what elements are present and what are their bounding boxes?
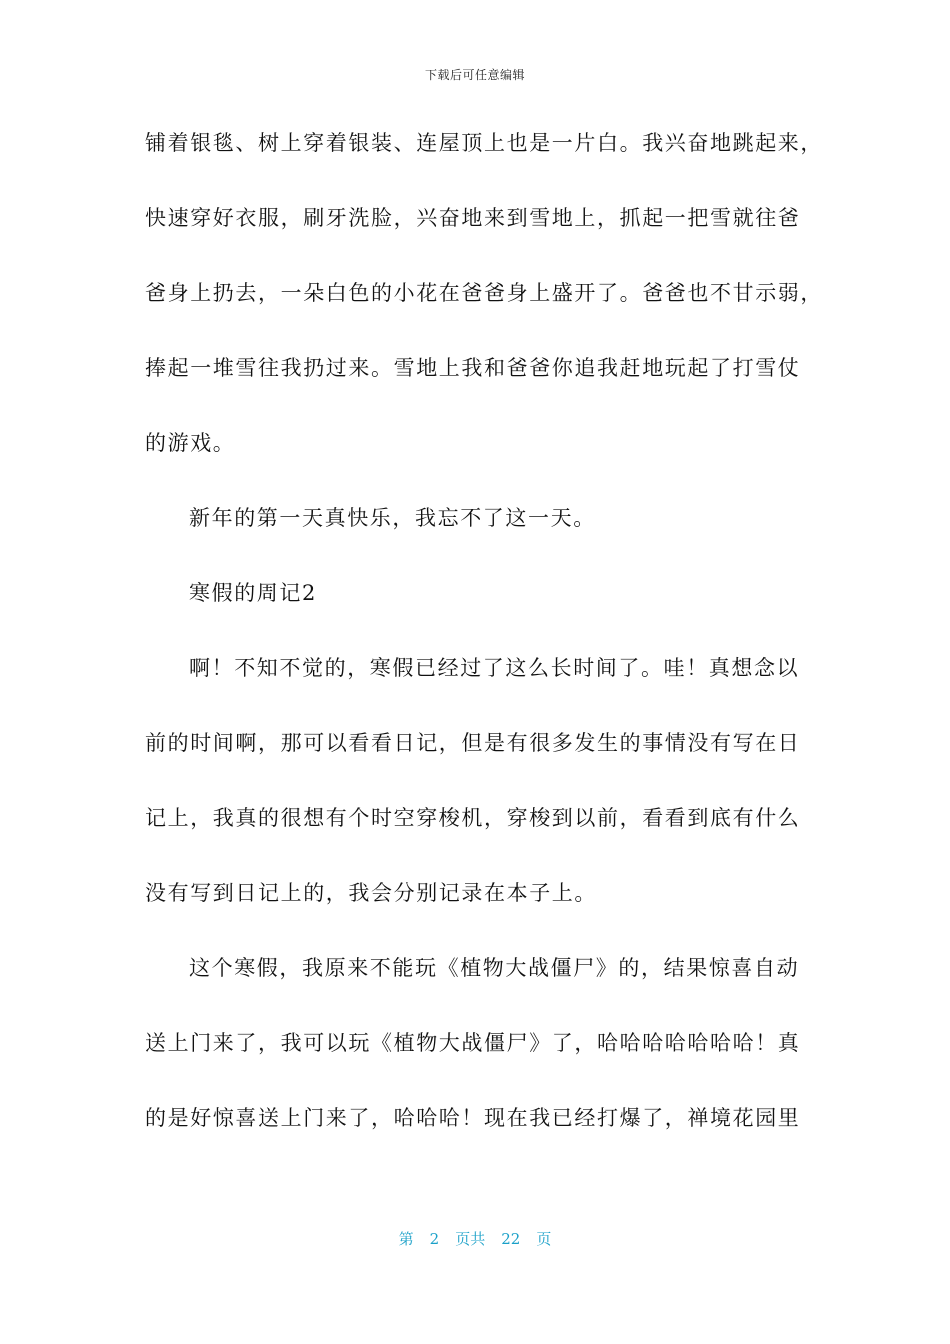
footer-middle: 页共 [455, 1230, 486, 1248]
text-line: 铺着银毯、树上穿着银装、连屋顶上也是一片白。我兴奋地跳起来， [145, 131, 823, 155]
text-line: 捧起一堆雪往我扔过来。雪地上我和爸爸你追我赶地玩起了打雪仗 [145, 356, 801, 380]
section-heading: 寒假的周记2 [189, 581, 317, 605]
footer-prefix: 第 [398, 1230, 414, 1248]
text-line: 的游戏。 [145, 431, 236, 455]
paragraph-line: 啊！不知不觉的，寒假已经过了这么长时间了。哇！真想念以 [189, 656, 800, 680]
current-page-number: 2 [429, 1230, 440, 1248]
page-number-footer [0, 1228, 950, 1249]
page-header-note: 下载后可任意编辑 [424, 68, 525, 82]
text-line: 没有写到日记上的，我会分别记录在本子上。 [145, 881, 597, 905]
text-line: 快速穿好衣服，刷牙洗脸，兴奋地来到雪地上，抓起一把雪就往爸 [145, 206, 801, 230]
total-page-count: 22 [501, 1230, 521, 1248]
paragraph-line: 新年的第一天真快乐，我忘不了这一天。 [189, 506, 596, 530]
text-line: 送上门来了，我可以玩《植物大战僵尸》了，哈哈哈哈哈哈哈！真 [145, 1031, 801, 1055]
text-line: 的是好惊喜送上门来了，哈哈哈！现在我已经打爆了，禅境花园里 [145, 1106, 801, 1130]
text-line: 爸身上扔去，一朵白色的小花在爸爸身上盛开了。爸爸也不甘示弱， [145, 281, 823, 305]
paragraph-line: 这个寒假，我原来不能玩《植物大战僵尸》的，结果惊喜自动 [189, 956, 800, 980]
text-line: 记上，我真的很想有个时空穿梭机，穿梭到以前，看看到底有什么 [145, 806, 801, 830]
footer-suffix: 页 [536, 1230, 552, 1248]
text-line: 前的时间啊，那可以看看日记，但是有很多发生的事情没有写在日 [145, 731, 801, 755]
